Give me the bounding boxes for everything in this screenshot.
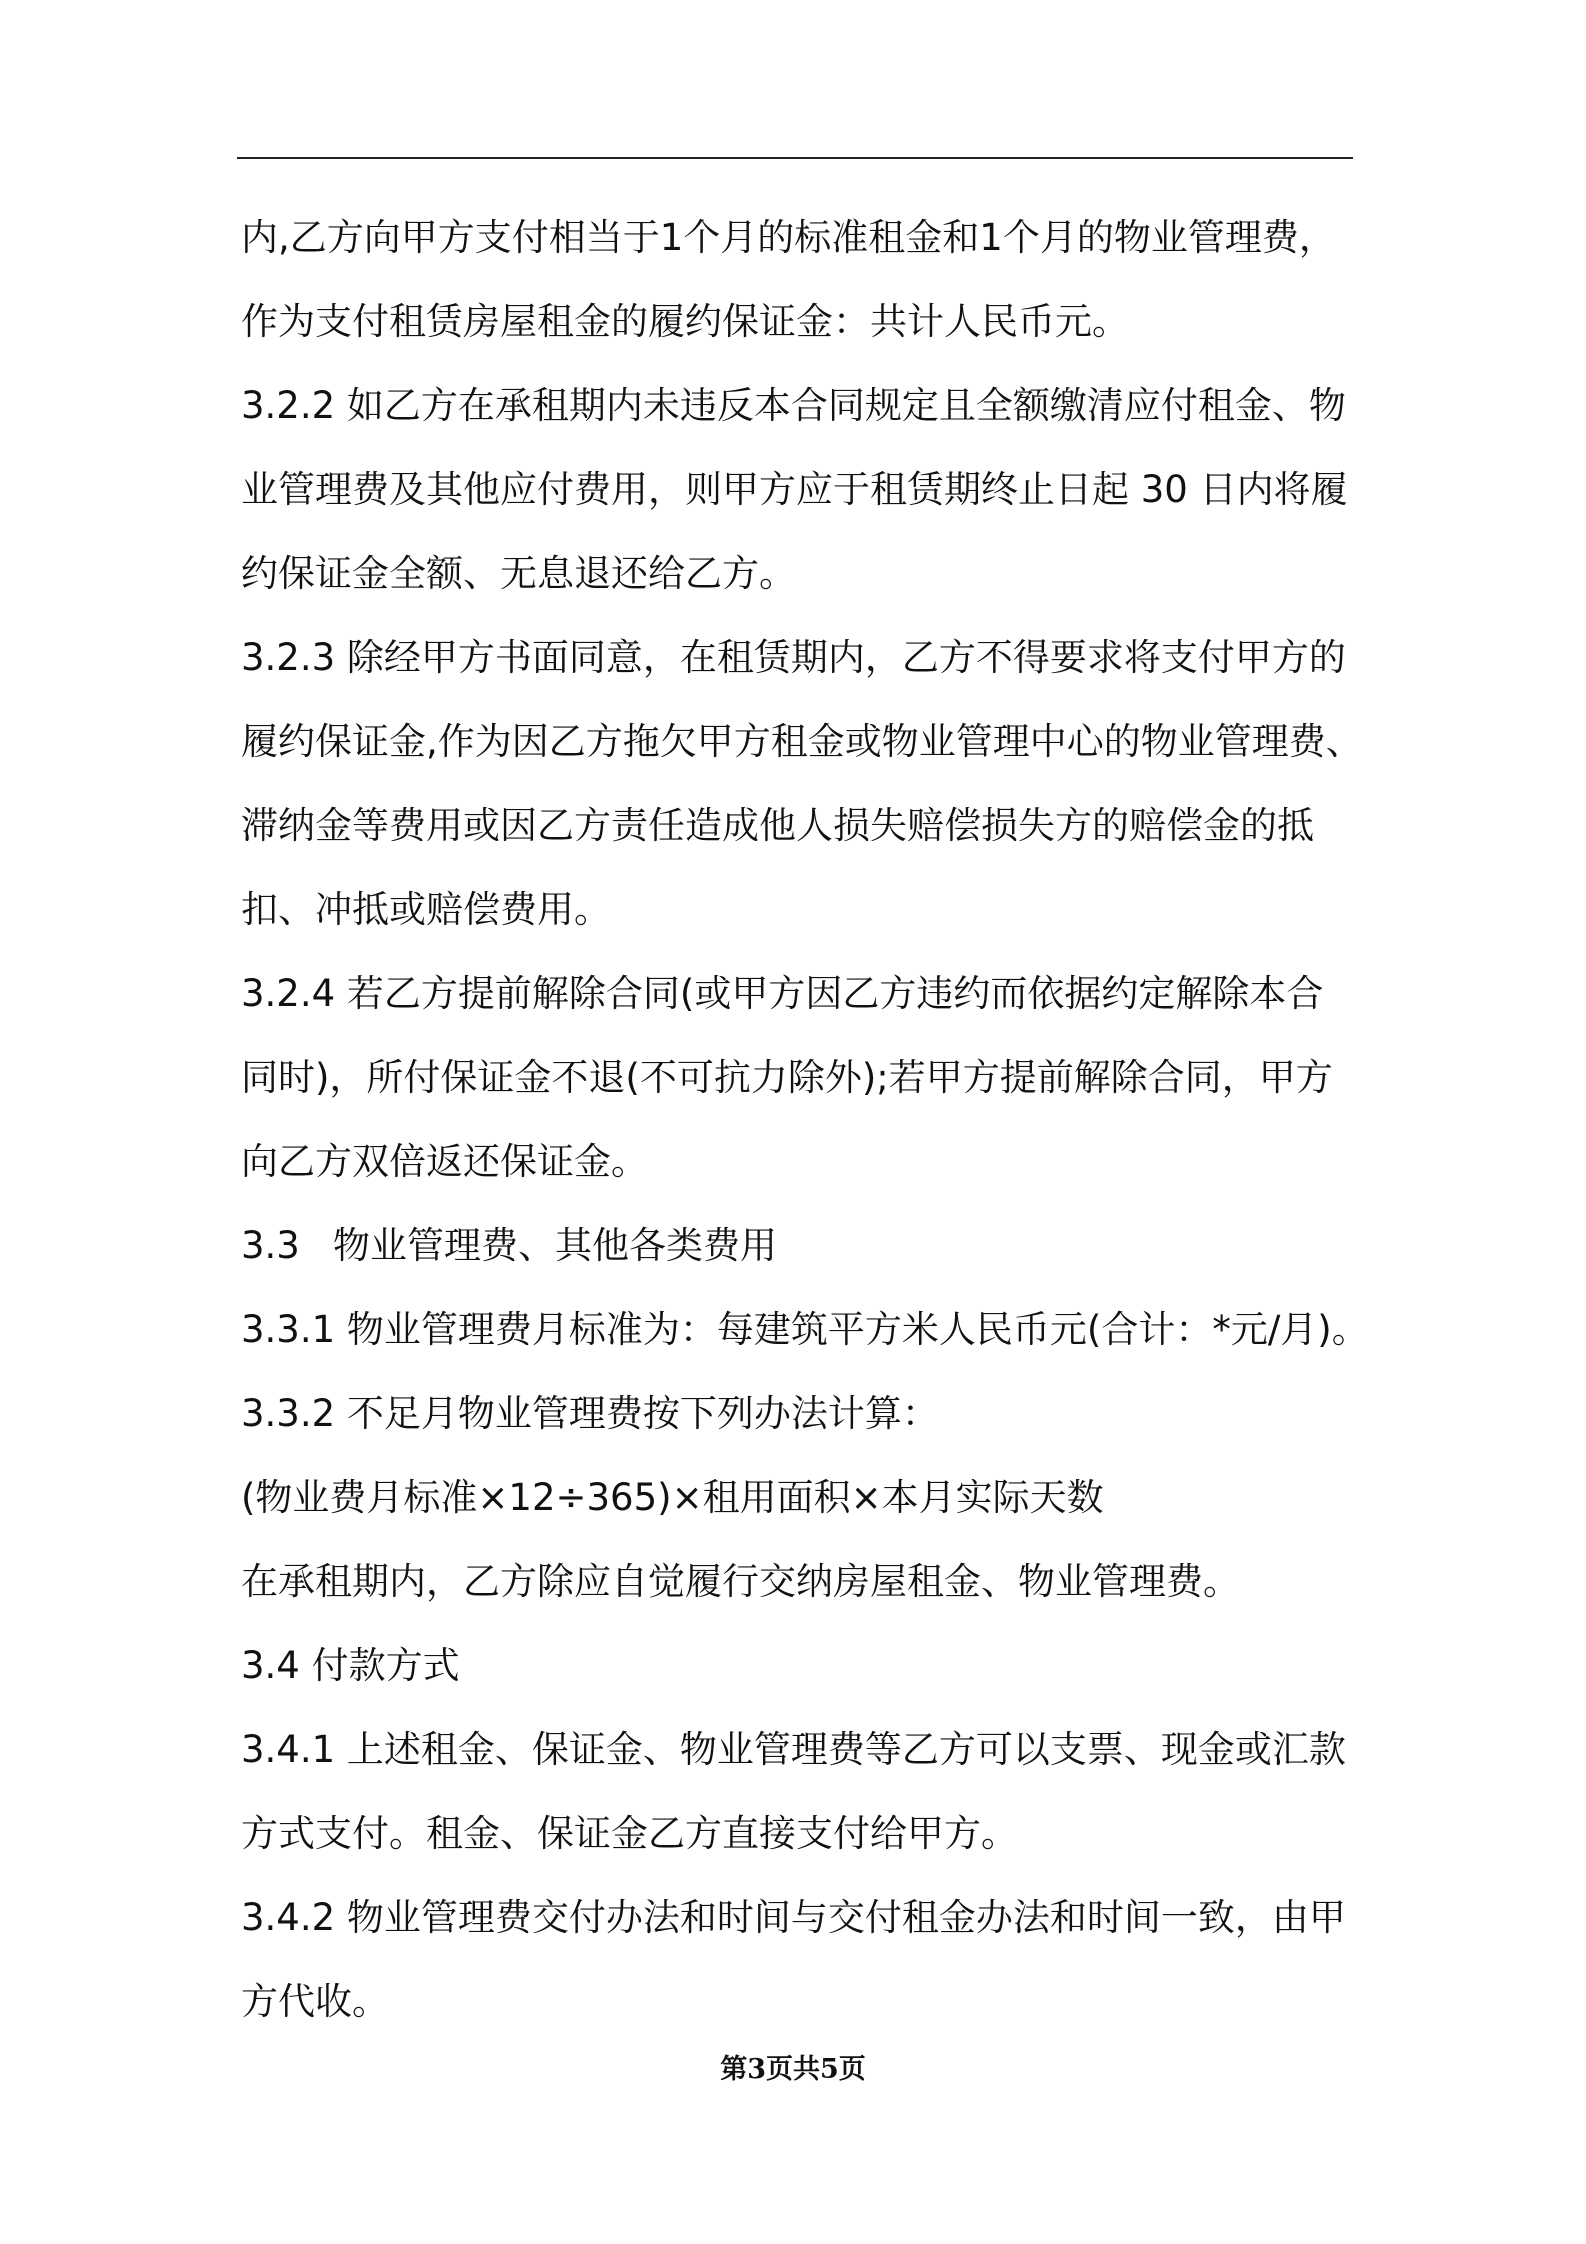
- clause-3-4-1: 3.4.1 上述租金、保证金、物业管理费等乙方可以支票、现金或汇款: [241, 1728, 1346, 1771]
- body-line: 内,乙方向甲方支付相当于1个月的标准租金和1个月的物业管理费，: [241, 216, 1336, 259]
- section-number: 3.3: [241, 1224, 300, 1267]
- body-line: 扣、冲抵或赔偿费用。: [241, 888, 611, 931]
- body-line: 滞纳金等费用或因乙方责任造成他人损失赔偿损失方的赔偿金的抵: [241, 804, 1314, 847]
- page-number-footer: 第3页共5页: [720, 2054, 866, 2085]
- body-line: 向乙方双倍返还保证金。: [241, 1140, 648, 1183]
- clause-3-4-2: 3.4.2 物业管理费交付办法和时间与交付租金办法和时间一致，由甲: [241, 1896, 1346, 1939]
- body-line: 业管理费及其他应付费用，则甲方应于租赁期终止日起 30 日内将履: [241, 468, 1348, 511]
- formula-line: (物业费月标准×12÷365)×租用面积×本月实际天数: [241, 1476, 1104, 1519]
- clause-3-2-4: 3.2.4 若乙方提前解除合同(或甲方因乙方违约而依据约定解除本合: [241, 972, 1324, 1015]
- body-line: 同时)，所付保证金不退(不可抗力除外);若甲方提前解除合同，甲方: [241, 1056, 1333, 1099]
- section-title: 物业管理费、其他各类费用: [333, 1224, 777, 1267]
- body-line: 方式支付。租金、保证金乙方直接支付给甲方。: [241, 1812, 1018, 1855]
- section-3-3-heading: [241, 1204, 1376, 1288]
- body-line: 作为支付租赁房屋租金的履约保证金：共计人民币元。: [241, 300, 1129, 343]
- body-line: 方代收。: [241, 1980, 389, 2023]
- section-3-4-heading: 3.4 付款方式: [241, 1644, 460, 1687]
- clause-3-2-2: 3.2.2 如乙方在承租期内未违反本合同规定且全额缴清应付租金、物: [241, 384, 1346, 427]
- clause-3-3-1: 3.3.1 物业管理费月标准为：每建筑平方米人民币元(合计：*元/月)。: [241, 1308, 1369, 1351]
- body-line: 约保证金全额、无息退还给乙方。: [241, 552, 796, 595]
- clause-3-2-3: 3.2.3 除经甲方书面同意，在租赁期内，乙方不得要求将支付甲方的: [241, 636, 1346, 679]
- body-line: 在承租期内，乙方除应自觉履行交纳房屋租金、物业管理费。: [241, 1560, 1240, 1603]
- clause-3-3-2: 3.3.2 不足月物业管理费按下列办法计算：: [241, 1392, 939, 1435]
- document-body: [241, 196, 1376, 2044]
- body-line: 履约保证金,作为因乙方拖欠甲方租金或物业管理中心的物业管理费、: [241, 720, 1363, 763]
- header-rule: [237, 157, 1353, 159]
